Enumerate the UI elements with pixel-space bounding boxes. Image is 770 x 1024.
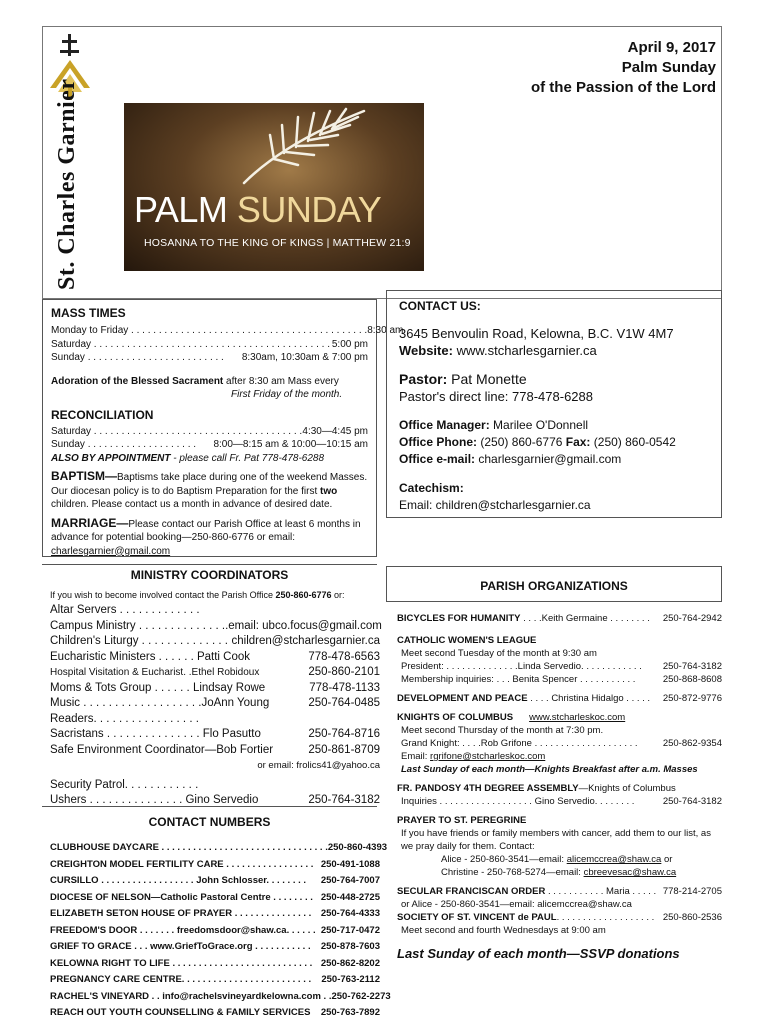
contact-us-title: CONTACT US: — [399, 299, 481, 313]
ministry-list: If you wish to become involved contact the Parish Office 250-860-6776 or: Altar Servers . . . . . . . . . . . . . Campus Ministry . . . . . . . . . . . . . . .email: ubco.focus@gmail.com Children's Liturgy . . . . . . . . . . . . . . children@stcharlesgarnier.ca Eucharistic Ministers . . . . . . Patti Cook 778-478-6563 Hospital Visitation & Eucharist. .Ethel Robidoux 250-860-2101 Moms & Tots Group . . . . . . Lindsay Rowe 778-478-1133 Music . . . . . . . . . . . . . . . . . . .JoAnn Young 250-764-0485 Readers. . . . . . . . . . . . . . . . . Sacristans . . . . . . . . . . . . . . . Flo Pasutto 250-764-8716 Safe Environment Coordinator—Bob Fortier 250-861-8709 or email: frolics41@yahoo.ca Security Patrol. . . . . . . . . . . . Ushers . . . . . . . . . . . . . . . Gino Servedio 250-764-3182 — [50, 590, 380, 809]
contact-row: RACHEL'S VINEYARD . . info@rachelsvineyardkelowna.com . . 250-762-2273 — [50, 990, 391, 1002]
ministry-row: Security Patrol. . . . . . . . . . . . — [50, 778, 199, 791]
contact-row: REACH OUT YOUTH COUNSELLING & FAMILY SERVICES 250-763-7892 — [50, 1007, 380, 1018]
ministry-row: Moms & Tots Group . . . . . . Lindsay Rowe 778-478-1133 — [50, 681, 380, 694]
contact-row: FREEDOM'S DOOR . . . . . . . freedomsdoor@shaw.ca. . . . . . 250-717-0472 — [50, 924, 380, 936]
feast-subtitle: of the Passion of the Lord — [530, 79, 716, 96]
christine-email-link[interactable]: cbreevesac@shaw.ca — [583, 867, 677, 878]
contact-row: DIOCESE OF NELSON—Catholic Pastoral Centre . . . . . . . . 250-448-2725 — [50, 891, 380, 903]
reconciliation-title: RECONCILIATION — [51, 407, 154, 422]
contact-us-box: CONTACT US: 3645 Benvoulin Road, Kelowna, B.C. V1W 4M7 Website: www.stcharlesgarnier.ca Pastor: Pat Monette Pastor's direct line: 778-478-6288 Office Manager: Marilee O'Donnell Office Phone: (250) 860-6776 Fax: (250) 860-0542 Office e-mail: charlesgarnier@gmail.com Catechism: Email: children@stcharlesgarnier.ca — [386, 290, 722, 518]
ministry-row: Eucharistic Ministers . . . . . . Patti Cook 778-478-6563 — [50, 650, 380, 663]
mass-times-box: MASS TIMES Monday to Friday . . . . . . . . . . . . . . . . . . . . . . . . . . . . . . . . . . . . . . . . . . . 8:30 am Saturday . . . . . . . . . . . . . . . . . . . . . . . . . . . . . . . . . . . . . . . . . . . 5:00 pm Sunday . . . . . . . . . . . . . . . . . . . . . . . . . 8:30am, 10:30am & 7:00 pm Adoration of the Blessed Sacrament after 8:30 am Mass every First Friday of the month. RECONCILIATION Saturday . . . . . . . . . . . . . . . . . . . . . . . . . . . . . . . . . . . . . . 4:30—4:45 pm Sunday . . . . . . . . . . . . . . . . . . . . 8:00—8:15 am & 10:00—10:15 am ALSO BY APPOINTMENT - please call Fr. Pat 778-478-6288 BAPTISM—Baptisms take place during one of the weekend Masses. Our diocesan policy is to do Baptism Preparation for the first two children. Please contact us a month in advance of desired date. MARRIAGE—Please contact our Parish Office at least 6 months in advance for potential booking—250-860-6776 or email: charlesgarnier@gmail.com — [42, 299, 377, 557]
ministry-row: Ushers . . . . . . . . . . . . . . . Gino Servedio 250-764-3182 — [50, 794, 380, 806]
banner-title: PALM SUNDAY — [134, 189, 382, 230]
contact-row: CLUBHOUSE DAYCARE . . . . . . . . . . . . . . . . . . . . . . . . . . . . . . . . 250-860-4393 — [50, 842, 388, 853]
ministry-row: Altar Servers . . . . . . . . . . . . . — [50, 604, 200, 616]
parish-name-logo: St. Charles Garnier — [54, 78, 80, 290]
ministry-row: Readers. . . . . . . . . . . . . . . . . — [50, 712, 199, 725]
koc-website-link[interactable]: www.stcharleskoc.com — [529, 712, 626, 723]
contact-row: GRIEF TO GRACE . . . www.GriefToGrace.org . . . . . . . . . . . 250-878-7603 — [50, 941, 380, 952]
contact-row: ELIZABETH SETON HOUSE OF PRAYER . . . . . . . . . . . . . . . 250-764-4333 — [50, 908, 380, 919]
mass-times-title: MASS TIMES — [51, 306, 126, 320]
parish-address: 3645 Benvoulin Road, Kelowna, B.C. V1W 4M7 — [399, 326, 674, 341]
contact-row: KELOWNA RIGHT TO LIFE . . . . . . . . . . . . . . . . . . . . . . . . . . . 250-862-8202 — [50, 957, 380, 969]
contact-numbers-list — [50, 840, 391, 1022]
banner-subtitle: HOSANNA TO THE KING OF KINGS | MATTHEW 21:9 — [144, 237, 411, 249]
palm-sunday-banner — [124, 103, 424, 271]
ministry-row: Hospital Visitation & Eucharist. .Ethel Robidoux 250-860-2101 — [50, 666, 380, 678]
ministry-row: Safe Environment Coordinator—Bob Fortier 250-861-8709 — [50, 743, 380, 756]
ministry-row: or email: frolics41@yahoo.ca — [257, 760, 380, 771]
bulletin-date: April 9, 2017 — [627, 39, 716, 56]
ministry-row: Music . . . . . . . . . . . . . . . . . . .JoAnn Young 250-764-0485 — [50, 697, 380, 709]
ssvp-donations-note: Last Sunday of each month—SSVP donations — [397, 946, 680, 961]
ministry-row: Sacristans . . . . . . . . . . . . . . . Flo Pasutto 250-764-8716 — [50, 728, 380, 740]
contact-row: CURSILLO . . . . . . . . . . . . . . . . . . John Schlosser. . . . . . . . 250-764-7007 — [50, 875, 380, 886]
marriage-email-link[interactable]: charlesgarnier@gmail.com — [51, 545, 171, 557]
contact-row: PREGNANCY CARE CENTRE. . . . . . . . . . . . . . . . . . . . . . . . . 250-763-2112 — [50, 974, 380, 985]
bulletin-date-block — [531, 38, 716, 98]
ministry-row: Children's Liturgy . . . . . . . . . . . . . . children@stcharlesgarnier.ca — [50, 635, 380, 647]
parish-organizations-title: PARISH ORGANIZATIONS — [386, 566, 722, 602]
parish-organizations-list: BICYCLES FOR HUMANITY . . . .Keith Germaine . . . . . . . . 250-764-2942 CATHOLIC WOMEN'S LEAGUE Meet second Tuesday of the month at 9:30 am President: . . . . . . . . . . . . . .Linda Servedio. . . . . . . . . . . . 250-764-3182 Membership inquiries: . . . Benita Spencer . . . . . . . . . . . 250-868-8608 DEVELOPMENT AND PEACE . . . . Christina Hidalgo . . . . . 250-872-9776 KNIGHTS OF COLUMBUS www.stcharleskoc.com Meet second Thursday of the month at 7:30 pm. Grand Knight: . . . .Rob Grifone . . . . . . . . . . . . . . . . . . . . 250-862-9354 Email: rgrifone@stcharleskoc.com Last Sunday of each month—Knights Breakfast after a.m. Masses FR. PANDOSY 4TH DEGREE ASSEMBLY—Knights of Columbus Inquiries . . . . . . . . . . . . . . . . . . Gino Servedio. . . . . . . . 250-764-3182 PRAYER TO ST. PEREGRINE If you have friends or family members with cancer, add them to our list, as we pray daily for them. Contact: Alice - 250-860-3541—email: alicemccrea@shaw.ca or Christine - 250-768-5274—email: cbreevesac@shaw.ca SECULAR FRANCISCAN ORDER . . . . . . . . . . . Maria . . . . . 778-214-2705 or Alice - 250-860-3541—email: alicemccrea@shaw.ca SOCIETY OF ST. VINCENT de PAUL. . . . . . . . . . . . . . . . . . . 250-860-2536 Meet second and fourth Wednesdays at 9:00 am Last Sunday of each month—SSVP donations — [397, 613, 722, 961]
website-link[interactable]: www.stcharlesgarnier.ca — [456, 343, 597, 358]
contact-row: CREIGHTON MODEL FERTILITY CARE . . . . . . . . . . . . . . . . . 250-491-1088 — [50, 858, 380, 870]
ministry-row: Campus Ministry . . . . . . . . . . . . . . .email: ubco.focus@gmail.com — [50, 619, 382, 632]
office-email-link[interactable]: charlesgarnier@gmail.com — [475, 452, 622, 466]
ministry-coordinators-title: MINISTRY COORDINATORS — [42, 564, 377, 586]
contact-numbers-title: CONTACT NUMBERS — [42, 806, 377, 830]
feast-title: Palm Sunday — [621, 59, 716, 76]
alice-email-link[interactable]: alicemccrea@shaw.ca — [566, 854, 662, 865]
catechism-email[interactable]: Email: children@stcharlesgarnier.ca — [399, 498, 591, 512]
koc-email-link[interactable]: rgrifone@stcharleskoc.com — [430, 751, 546, 762]
